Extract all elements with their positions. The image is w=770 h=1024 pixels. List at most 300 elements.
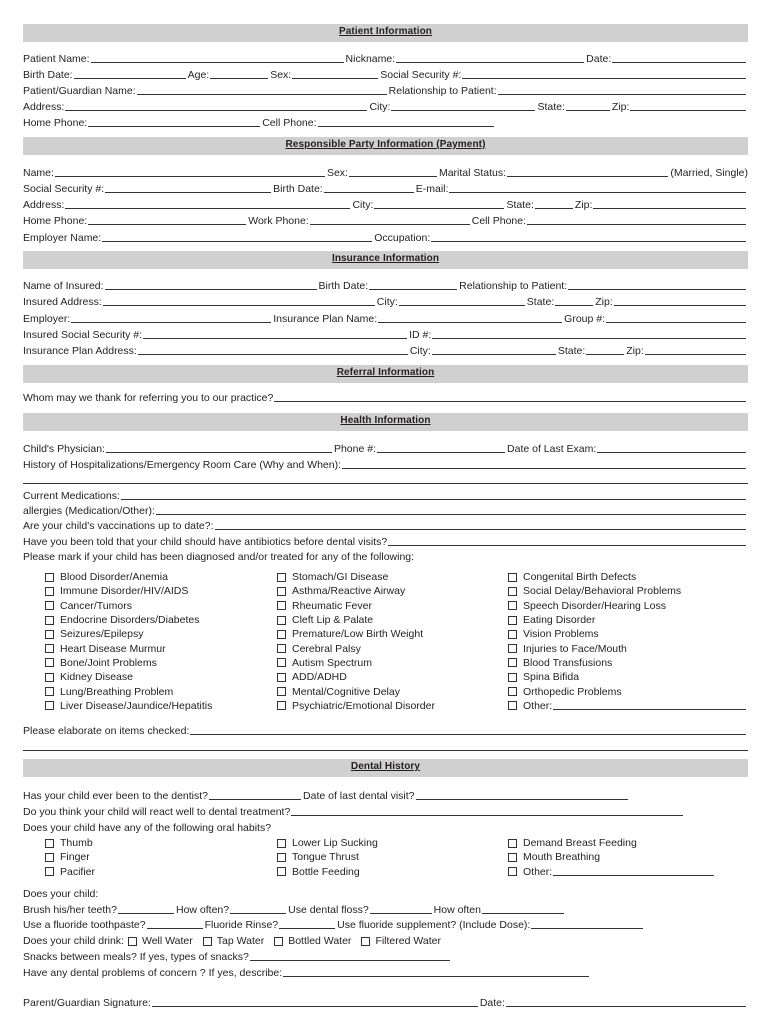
condition-checkbox[interactable] <box>45 613 275 627</box>
section-title: Health Information <box>340 415 431 426</box>
habit-checkbox[interactable] <box>45 850 275 864</box>
field-label: Employer Name: <box>23 232 102 244</box>
field-label: Current Medications: <box>23 490 120 502</box>
signature-field[interactable] <box>152 1006 478 1007</box>
field-label: City: <box>409 345 431 357</box>
field-label: allergies (Medication/Other): <box>23 505 155 517</box>
field-label: Are your child's vaccinations up to date?: <box>23 520 214 532</box>
habits-column-3 <box>508 836 716 879</box>
rp-employer-field[interactable] <box>102 241 372 242</box>
checkbox-label: Cerebral Palsy <box>292 642 361 655</box>
checkbox-icon[interactable] <box>277 658 286 667</box>
react-well-field[interactable] <box>291 815 683 816</box>
conditions-column-3 <box>508 570 748 713</box>
condition-checkbox[interactable] <box>277 670 507 684</box>
checkbox-label: Blood Disorder/Anemia <box>60 571 168 584</box>
field-label: ID #: <box>409 329 432 341</box>
brush-field[interactable] <box>118 913 174 914</box>
age-field[interactable] <box>210 78 268 79</box>
checkbox-label: Filtered Water <box>375 935 441 947</box>
condition-checkbox-other[interactable] <box>508 699 748 713</box>
field-label: E-mail: <box>415 183 449 195</box>
patient-name-field[interactable] <box>91 62 344 63</box>
insured-birth-date-field[interactable] <box>369 289 457 290</box>
condition-checkbox[interactable] <box>277 641 507 655</box>
section-header-health <box>23 413 748 431</box>
toothpaste-field[interactable] <box>147 928 203 929</box>
last-exam-field[interactable] <box>597 452 746 453</box>
rp-state-field[interactable] <box>535 208 573 209</box>
checkbox-icon[interactable] <box>508 630 517 639</box>
checkbox-icon[interactable] <box>45 839 54 848</box>
plan-state-field[interactable] <box>586 354 624 355</box>
condition-checkbox[interactable] <box>508 570 748 584</box>
snacks-field[interactable] <box>250 960 450 961</box>
checkbox-label: Eating Disorder <box>523 614 596 627</box>
checkbox-icon[interactable] <box>508 644 517 653</box>
checkbox-icon[interactable] <box>45 630 54 639</box>
condition-checkbox[interactable] <box>277 699 507 713</box>
field-label: Have any dental problems of concern ? If yes, describe: <box>23 967 283 979</box>
rp-sex-field[interactable] <box>349 176 437 177</box>
field-label: Work Phone: <box>248 215 309 227</box>
form-row <box>23 549 748 563</box>
checkbox-icon[interactable] <box>203 937 212 946</box>
section-header-responsible <box>23 137 748 155</box>
other-habit-field[interactable] <box>553 875 714 876</box>
condition-checkbox[interactable] <box>277 584 507 598</box>
rinse-field[interactable] <box>279 928 335 929</box>
zip-field[interactable] <box>630 110 746 111</box>
condition-checkbox[interactable] <box>277 613 507 627</box>
field-label: Use fluoride supplement? (Include Dose): <box>337 919 531 931</box>
field-label: State: <box>506 199 534 211</box>
form-row <box>23 230 748 244</box>
insured-employer-field[interactable] <box>71 322 271 323</box>
medications-field[interactable] <box>121 499 746 500</box>
insured-zip-field[interactable] <box>614 305 746 306</box>
checkbox-icon[interactable] <box>277 701 286 710</box>
checkbox-label: Psychiatric/Emotional Disorder <box>292 699 435 712</box>
ssn-field[interactable] <box>462 78 746 79</box>
checkbox-label: Kidney Disease <box>60 671 133 684</box>
vaccinations-field[interactable] <box>215 529 746 530</box>
checkbox-icon[interactable] <box>277 630 286 639</box>
condition-checkbox[interactable] <box>508 584 748 598</box>
form-row <box>23 995 748 1009</box>
checkbox-label: Social Delay/Behavioral Problems <box>523 585 682 598</box>
field-label: City: <box>376 296 398 308</box>
field-label: Patient Name: <box>23 53 90 65</box>
checkbox-icon[interactable] <box>277 616 286 625</box>
field-label: City: <box>352 199 374 211</box>
condition-checkbox[interactable] <box>508 656 748 670</box>
rp-home-phone-field[interactable] <box>88 224 246 225</box>
field-label: Use a fluoride toothpaste? <box>23 919 146 931</box>
checkbox-label: Immune Disorder/HIV/AIDS <box>60 585 189 598</box>
conditions-column-1 <box>45 570 275 713</box>
checkbox-label: Well Water <box>141 935 193 947</box>
condition-checkbox[interactable] <box>45 670 275 684</box>
physician-phone-field[interactable] <box>377 452 505 453</box>
field-label: Birth Date: <box>23 69 73 81</box>
form-row <box>23 327 748 341</box>
field-label: Does your child drink: <box>23 935 124 947</box>
field-label: Insured Address: <box>23 296 102 308</box>
field-label: Snacks between meals? If yes, types of snacks? <box>23 951 249 963</box>
checkbox-icon[interactable] <box>508 701 517 710</box>
checkbox-label: Stomach/GI Disease <box>292 571 389 584</box>
field-label: Date: <box>586 53 612 65</box>
been-to-dentist-field[interactable] <box>209 799 301 800</box>
form-row <box>23 820 748 834</box>
checkbox-label: Bottle Feeding <box>292 865 360 878</box>
field-label: Zip: <box>574 199 593 211</box>
form-row <box>23 390 748 404</box>
checkbox-label: Congenital Birth Defects <box>523 571 637 584</box>
checkbox-label: Blood Transfusions <box>523 656 613 669</box>
hospitalizations-field[interactable] <box>342 468 746 469</box>
field-label: Have you been told that your child should have antibiotics before dental visits? <box>23 536 388 548</box>
field-label: Patient/Guardian Name: <box>23 85 136 97</box>
field-label: Date of Last Exam: <box>507 443 597 455</box>
habits-column-2 <box>277 836 507 879</box>
checkbox-icon[interactable] <box>45 644 54 653</box>
checkbox-icon[interactable] <box>45 658 54 667</box>
rp-city-field[interactable] <box>374 208 504 209</box>
problems-field[interactable] <box>283 976 589 977</box>
plan-address-field[interactable] <box>138 354 408 355</box>
condition-checkbox[interactable] <box>508 627 748 641</box>
checkbox-icon[interactable] <box>508 853 517 862</box>
supplement-field[interactable] <box>531 928 643 929</box>
condition-checkbox[interactable] <box>277 627 507 641</box>
plan-zip-field[interactable] <box>645 354 746 355</box>
checkbox-icon[interactable] <box>508 867 517 876</box>
rp-cell-phone-field[interactable] <box>527 224 746 225</box>
checkbox-icon[interactable] <box>274 937 283 946</box>
habit-checkbox[interactable] <box>277 850 507 864</box>
checkbox-label: Mental/Cognitive Delay <box>292 685 400 698</box>
section-header-patient <box>23 24 748 42</box>
checkbox-icon[interactable] <box>45 616 54 625</box>
insured-id-field[interactable] <box>432 338 746 339</box>
guardian-name-field[interactable] <box>137 94 387 95</box>
checkbox-icon[interactable] <box>45 601 54 610</box>
field-label: Cell Phone: <box>262 117 317 129</box>
checkbox-icon[interactable] <box>45 573 54 582</box>
section-title: Dental History <box>350 761 421 772</box>
form-row <box>23 518 748 532</box>
rp-name-field[interactable] <box>55 176 325 177</box>
elaborate-field[interactable] <box>190 734 746 735</box>
checkbox-icon[interactable] <box>277 573 286 582</box>
checkbox-icon[interactable] <box>45 853 54 862</box>
habit-checkbox-other[interactable] <box>508 865 716 879</box>
condition-checkbox[interactable] <box>45 570 275 584</box>
form-row <box>23 213 748 227</box>
condition-checkbox[interactable] <box>45 627 275 641</box>
field-label: Home Phone: <box>23 117 88 129</box>
habit-checkbox[interactable] <box>45 836 275 850</box>
condition-checkbox[interactable] <box>45 656 275 670</box>
habit-checkbox[interactable] <box>277 865 507 879</box>
form-row <box>23 886 748 900</box>
plan-city-field[interactable] <box>432 354 556 355</box>
form-row <box>23 99 748 113</box>
section-title: Responsible Party Information (Payment) <box>285 139 486 150</box>
group-field[interactable] <box>606 322 746 323</box>
field-label: Do you think your child will react well to dental treatment? <box>23 806 291 818</box>
checkbox-icon[interactable] <box>128 937 137 946</box>
checkbox-icon[interactable] <box>277 601 286 610</box>
birth-date-field[interactable] <box>74 78 186 79</box>
field-label: Child's Physician: <box>23 443 105 455</box>
field-label: Parent/Guardian Signature: <box>23 997 151 1009</box>
checkbox-icon[interactable] <box>277 839 286 848</box>
checkbox-label: Cancer/Tumors <box>60 599 132 612</box>
checkbox-icon[interactable] <box>45 587 54 596</box>
field-label: Please mark if your child has been diagnosed and/or treated for any of the following: <box>23 551 415 563</box>
form-row <box>23 311 748 325</box>
field-label: How often <box>433 904 481 916</box>
insured-state-field[interactable] <box>555 305 593 306</box>
checkbox-icon[interactable] <box>45 867 54 876</box>
field-label: Does your child: <box>23 888 99 900</box>
condition-checkbox[interactable] <box>508 641 748 655</box>
condition-checkbox[interactable] <box>45 699 275 713</box>
field-label: Insurance Plan Address: <box>23 345 137 357</box>
insured-city-field[interactable] <box>399 305 525 306</box>
field-label: Zip: <box>611 101 630 113</box>
insured-ssn-field[interactable] <box>143 338 407 339</box>
form-row <box>23 441 748 455</box>
checkbox-label: Cleft Lip & Palate <box>292 614 374 627</box>
section-header-dental <box>23 759 748 777</box>
insured-address-field[interactable] <box>103 305 375 306</box>
checkbox-icon[interactable] <box>361 937 370 946</box>
checkbox-label: Thumb <box>60 837 93 850</box>
allergies-field[interactable] <box>156 514 746 515</box>
field-label: Has your child ever been to the dentist? <box>23 790 209 802</box>
form-row <box>23 165 748 179</box>
field-label: Birth Date: <box>318 280 369 292</box>
condition-checkbox[interactable] <box>277 684 507 698</box>
home-phone-field[interactable] <box>88 126 260 127</box>
hospitalizations-extra-line[interactable] <box>23 483 748 484</box>
field-label: Age: <box>187 69 210 81</box>
form-row <box>23 115 748 129</box>
condition-checkbox[interactable] <box>277 656 507 670</box>
checkbox-icon[interactable] <box>277 687 286 696</box>
form-row <box>23 534 748 548</box>
elaborate-extra-line[interactable] <box>23 750 748 751</box>
condition-checkbox[interactable] <box>45 584 275 598</box>
field-label: Social Security #: <box>380 69 462 81</box>
form-row <box>23 488 748 502</box>
checkbox-label: Endocrine Disorders/Diabetes <box>60 614 200 627</box>
rp-email-field[interactable] <box>449 192 746 193</box>
checkbox-label: Bone/Joint Problems <box>60 656 157 669</box>
checkbox-icon[interactable] <box>277 587 286 596</box>
form-row <box>23 83 748 97</box>
checkbox-label: Lower Lip Sucking <box>292 837 378 850</box>
rp-birth-date-field[interactable] <box>324 192 414 193</box>
checkbox-label: Orthopedic Problems <box>523 685 622 698</box>
field-label: Cell Phone: <box>471 215 527 227</box>
other-condition-field[interactable] <box>553 709 746 710</box>
checkbox-icon[interactable] <box>508 839 517 848</box>
insured-relationship-field[interactable] <box>568 289 746 290</box>
checkbox-label: Bottled Water <box>288 935 352 947</box>
checkbox-icon[interactable] <box>508 601 517 610</box>
condition-checkbox[interactable] <box>45 599 275 613</box>
checkbox-icon[interactable] <box>45 673 54 682</box>
rp-work-phone-field[interactable] <box>310 224 470 225</box>
field-label: Group #: <box>564 313 606 325</box>
form-row <box>23 278 748 292</box>
field-label: Marital Status: <box>438 167 507 179</box>
checkbox-label: Heart Disease Murmur <box>60 642 166 655</box>
form-row <box>23 723 748 737</box>
condition-checkbox[interactable] <box>508 684 748 698</box>
field-label: State: <box>526 296 555 308</box>
habit-checkbox[interactable] <box>45 865 275 879</box>
section-title: Insurance Information <box>331 253 440 264</box>
form-row <box>23 67 748 81</box>
field-label: Use dental floss? <box>288 904 369 916</box>
checkbox-label: Injuries to Face/Mouth <box>523 642 627 655</box>
field-label: Name: <box>23 167 54 179</box>
checkbox-label: Finger <box>60 851 90 864</box>
checkbox-icon[interactable] <box>277 644 286 653</box>
checkbox-icon[interactable] <box>277 867 286 876</box>
field-label: Whom may we thank for referring you to our practice? <box>23 392 274 404</box>
checkbox-label: Seizures/Epilepsy <box>60 628 144 641</box>
checkbox-label: Tap Water <box>216 935 265 947</box>
checkbox-icon[interactable] <box>508 587 517 596</box>
checkbox-label: Liver Disease/Jaundice/Hepatitis <box>60 699 213 712</box>
field-label: Relationship to Patient: <box>388 85 497 97</box>
form-row <box>23 51 748 65</box>
section-header-referral <box>23 365 748 383</box>
state-field[interactable] <box>566 110 610 111</box>
rp-occupation-field[interactable] <box>431 241 746 242</box>
checkbox-label: Spina Bifida <box>523 671 580 684</box>
floss-frequency-field[interactable] <box>482 913 564 914</box>
habit-checkbox[interactable] <box>277 836 507 850</box>
checkbox-icon[interactable] <box>277 673 286 682</box>
form-row <box>23 503 748 517</box>
cell-phone-field[interactable] <box>318 126 494 127</box>
checkbox-icon[interactable] <box>45 687 54 696</box>
rp-ssn-field[interactable] <box>105 192 271 193</box>
brush-frequency-field[interactable] <box>230 913 286 914</box>
field-label: Sex: <box>326 167 348 179</box>
condition-checkbox[interactable] <box>508 670 748 684</box>
condition-checkbox[interactable] <box>45 641 275 655</box>
antibiotics-field[interactable] <box>388 545 746 546</box>
checkbox-label: Speech Disorder/Hearing Loss <box>523 599 666 612</box>
rp-address-field[interactable] <box>65 208 350 209</box>
physician-field[interactable] <box>106 452 332 453</box>
habit-checkbox[interactable] <box>508 836 716 850</box>
section-title: Referral Information <box>336 367 435 378</box>
checkbox-icon[interactable] <box>508 616 517 625</box>
nickname-field[interactable] <box>396 62 584 63</box>
checkbox-label: Pacifier <box>60 865 96 878</box>
field-label: Date: <box>479 997 505 1009</box>
field-label: City: <box>369 101 391 113</box>
form-row <box>23 917 748 931</box>
insured-name-field[interactable] <box>105 289 317 290</box>
checkbox-icon[interactable] <box>508 687 517 696</box>
form-row <box>23 788 748 802</box>
condition-checkbox[interactable] <box>508 599 748 613</box>
field-label: State: <box>537 101 565 113</box>
checkbox-label: Other: <box>523 699 553 712</box>
rp-marital-field[interactable] <box>507 176 668 177</box>
checkbox-label: Lung/Breathing Problem <box>60 685 174 698</box>
field-label: Does your child have any of the following oral habits? <box>23 822 272 834</box>
condition-checkbox[interactable] <box>508 613 748 627</box>
checkbox-label: Autism Spectrum <box>292 656 372 669</box>
checkbox-icon[interactable] <box>508 658 517 667</box>
condition-checkbox[interactable] <box>277 599 507 613</box>
condition-checkbox[interactable] <box>45 684 275 698</box>
field-label: How often? <box>175 904 230 916</box>
habits-column-1 <box>45 836 275 879</box>
field-label: Date of last dental visit? <box>303 790 415 802</box>
field-label: History of Hospitalizations/Emergency Room Care (Why and When): <box>23 459 342 471</box>
condition-checkbox[interactable] <box>277 570 507 584</box>
field-label: Insurance Plan Name: <box>273 313 378 325</box>
date-field[interactable] <box>612 62 746 63</box>
checkbox-icon[interactable] <box>45 701 54 710</box>
sex-field[interactable] <box>292 78 378 79</box>
field-label: Employer: <box>23 313 71 325</box>
field-label: Occupation: <box>374 232 431 244</box>
field-label: Zip: <box>626 345 644 357</box>
checkbox-label: Demand Breast Feeding <box>523 837 637 850</box>
checkbox-label: Tongue Thrust <box>292 851 359 864</box>
signature-date-field[interactable] <box>506 1006 746 1007</box>
checkbox-icon[interactable] <box>508 673 517 682</box>
checkbox-icon[interactable] <box>508 573 517 582</box>
field-label: Address: <box>23 101 65 113</box>
field-label: Zip: <box>595 296 613 308</box>
city-field[interactable] <box>391 110 535 111</box>
field-label: Name of Insured: <box>23 280 104 292</box>
habit-checkbox[interactable] <box>508 850 716 864</box>
relationship-field[interactable] <box>498 94 746 95</box>
field-label: Social Security #: <box>23 183 105 195</box>
rp-zip-field[interactable] <box>593 208 746 209</box>
form-row <box>23 804 748 818</box>
checkbox-icon[interactable] <box>277 853 286 862</box>
checkbox-label: ADD/ADHD <box>292 671 347 684</box>
address-field[interactable] <box>65 110 367 111</box>
form-row <box>23 965 748 979</box>
plan-name-field[interactable] <box>378 322 562 323</box>
field-label: Sex: <box>270 69 292 81</box>
floss-field[interactable] <box>370 913 432 914</box>
last-visit-field[interactable] <box>416 799 628 800</box>
referral-field[interactable] <box>274 401 746 402</box>
field-label: Birth Date: <box>273 183 323 195</box>
checkbox-label: Premature/Low Birth Weight <box>292 628 424 641</box>
section-header-insurance <box>23 251 748 269</box>
